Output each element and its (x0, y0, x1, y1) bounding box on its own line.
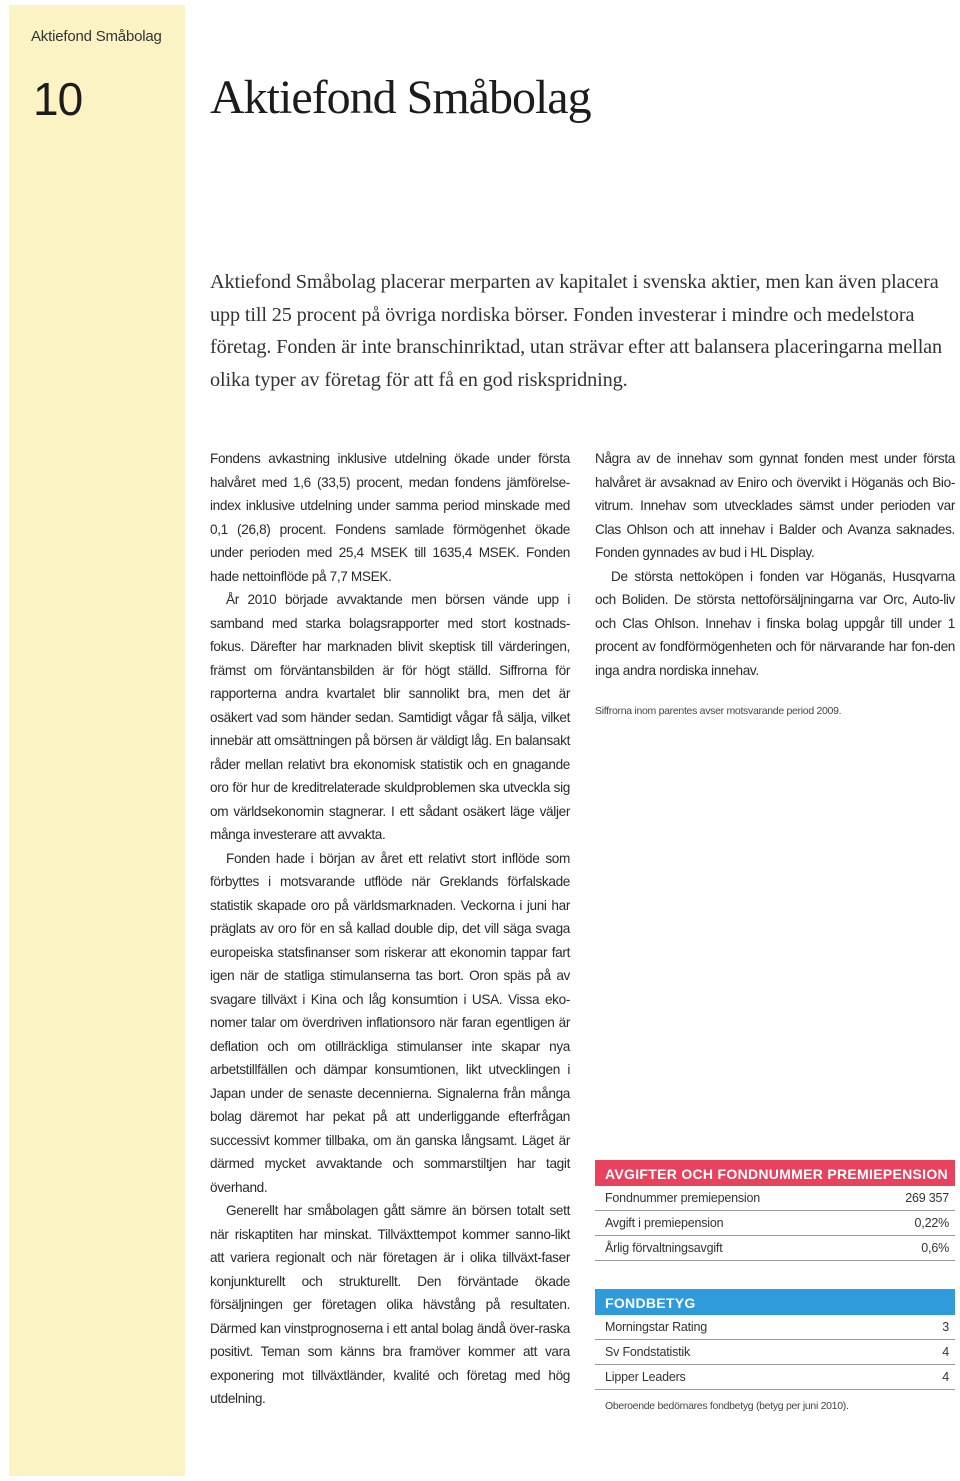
rating-row-value: 4 (942, 1370, 949, 1384)
rating-note: Oberoende bedömares fondbetyg (betyg per juni 2010). (605, 1400, 849, 1412)
section-label: Aktiefond Småbolag (31, 28, 162, 45)
rating-row (595, 1340, 955, 1365)
rating-row-label: Lipper Leaders (605, 1370, 686, 1384)
fees-row-value: 0,22% (914, 1216, 949, 1230)
body-paragraph: Några av de innehav som gynnat fonden mest under första halvåret är avsaknad av Eniro och övervikt i Höganäs och Bio-vitrum. Innehav som utvecklades sämst under perioden var Clas Ohlson och att innehav i Balder och Avanza saknades. Fonden gynnades av bud i HL Display. (595, 451, 955, 560)
rating-row-value: 4 (942, 1345, 949, 1359)
rating-row-label: Sv Fondstatistik (605, 1345, 691, 1359)
rating-row-label: Morningstar Rating (605, 1320, 708, 1334)
body-paragraph: Fonden hade i början av året ett relativt stort inflöde som förbyttes i motsvarande utflöde när Greklands förfalskade statistik skapade oro på världsmarknaden. Veckorna i juni har präglats av oro för en så kallad double dip, det vill säga svaga europeiska statsfinanser som riskerar att ekonomin tappar fart igen när de statliga stimulanserna tas bort. Oron späs på av svagare tillväxt i Kina och låg konsumtion i USA. Vissa eko-nomer talar om överdriven inflationsoro när faran egentligen är deflation och om otillräckliga stimulanser inte skapar nya arbetstillfällen och dämpar konsumtionen, likt utvecklingen i Japan under de senaste decennierna. Signalerna från många bolag däremot har pekat på att underliggande efterfrågan successivt kommer tillbaka, om än ganska långsamt. Läget är därmed mycket avvaktande och sommarstiltjen har tagit överhand. (210, 850, 570, 1195)
fees-row-label: Årlig förvaltningsavgift (605, 1241, 723, 1255)
fees-box (595, 1160, 955, 1261)
fees-row (595, 1186, 955, 1211)
fees-row-value: 269 357 (905, 1191, 949, 1205)
body-paragraph: År 2010 började avvaktande men börsen vände upp i samband med starka bolagsrapporter med stort kostnads-fokus. Därefter har marknaden blivit skeptisk till värderingen, främst om förväntansbilden är för högt ställd. Siffrorna för rapporterna andra kvartalet blir sannolikt bra, men det är osäkert vad som händer sedan. Samtidigt vågar få sälja, vilket innebär att omsättningen på börsen är väldigt låg. En balansakt råder mellan relativt bra ekonomisk statistik och en gnagande oro för hur de kreditrelaterade skuldproblemen ska utveckla sig om världsekonomin stagnerar. I ett sådant osäkert läge väljer många investerare att avvakta. (210, 592, 570, 842)
fees-row-value: 0,6% (921, 1241, 949, 1255)
fees-row (595, 1211, 955, 1236)
sidebar-panel (9, 5, 185, 1476)
rating-box-title: FONDBETYG (595, 1289, 955, 1315)
intro-paragraph: Aktiefond Småbolag placerar merparten av kapitalet i svenska aktier, men kan även placera upp till 25 procent på övriga nordiska börser. Fonden investerar i mindre och medelstora företag. Fonden är inte branschinriktad, utan strävar efter att balansera placeringarna mellan olika typer av företag för att få en god riskspridning. (210, 271, 943, 391)
fees-box-title: AVGIFTER OCH FONDNUMMER PREMIEPENSION (595, 1160, 955, 1186)
fees-row (595, 1236, 955, 1261)
body-paragraph: De största nettoköpen i fonden var Höganäs, Husqvarna och Boliden. De största nettoförsäljningarna var Orc, Auto-liv och Clas Ohlson. Innehav i finska bolag uppgår till under 1 procent av fondförmögenheten och för närvarande har fon-den inga andra nordiska innehav. (595, 568, 955, 678)
right-text-column (595, 447, 955, 724)
rating-box (595, 1289, 955, 1412)
rating-row (595, 1365, 955, 1390)
rating-row-value: 3 (942, 1320, 949, 1334)
fees-row-label: Fondnummer premiepension (605, 1191, 761, 1205)
fees-row-label: Avgift i premiepension (605, 1216, 724, 1230)
footnote: Siffrorna inom parentes avser motsvarande period 2009. (595, 705, 842, 717)
rating-row (595, 1315, 955, 1340)
left-text-column (210, 447, 570, 1411)
body-paragraph: Generellt har småbolagen gått sämre än börsen totalt sett när riskaptiten har minskat. Tillväxttempot kommer sanno-likt att variera regionalt och när företagen är i olika tillväxt-faser konjunkturellt och strukturellt. Den förväntade ökade försäljningen ger företagen olika hävstång på resultaten. Därmed kan vinstprognoserna i ett antal bolag ändå över-raska positivt. Teman som känns bra framöver kommer att vara exponering mot tillväxtländer, kvalité och företag med hög utdelning. (210, 1203, 570, 1406)
chapter-number: 10 (33, 73, 83, 125)
page-title: Aktiefond Småbolag (210, 71, 591, 124)
body-paragraph: Fondens avkastning inklusive utdelning ökade under första halvåret med 1,6 (33,5) procent, medan fondens jämförelse-index inklusive utdelning under samma period minskade med 0,1 (26,8) procent. Fondens samlade förmögenhet ökade under perioden med 25,4 MSEK till 1635,4 MSEK. Fonden hade nettoinflöde på 7,7 MSEK. (210, 451, 570, 584)
